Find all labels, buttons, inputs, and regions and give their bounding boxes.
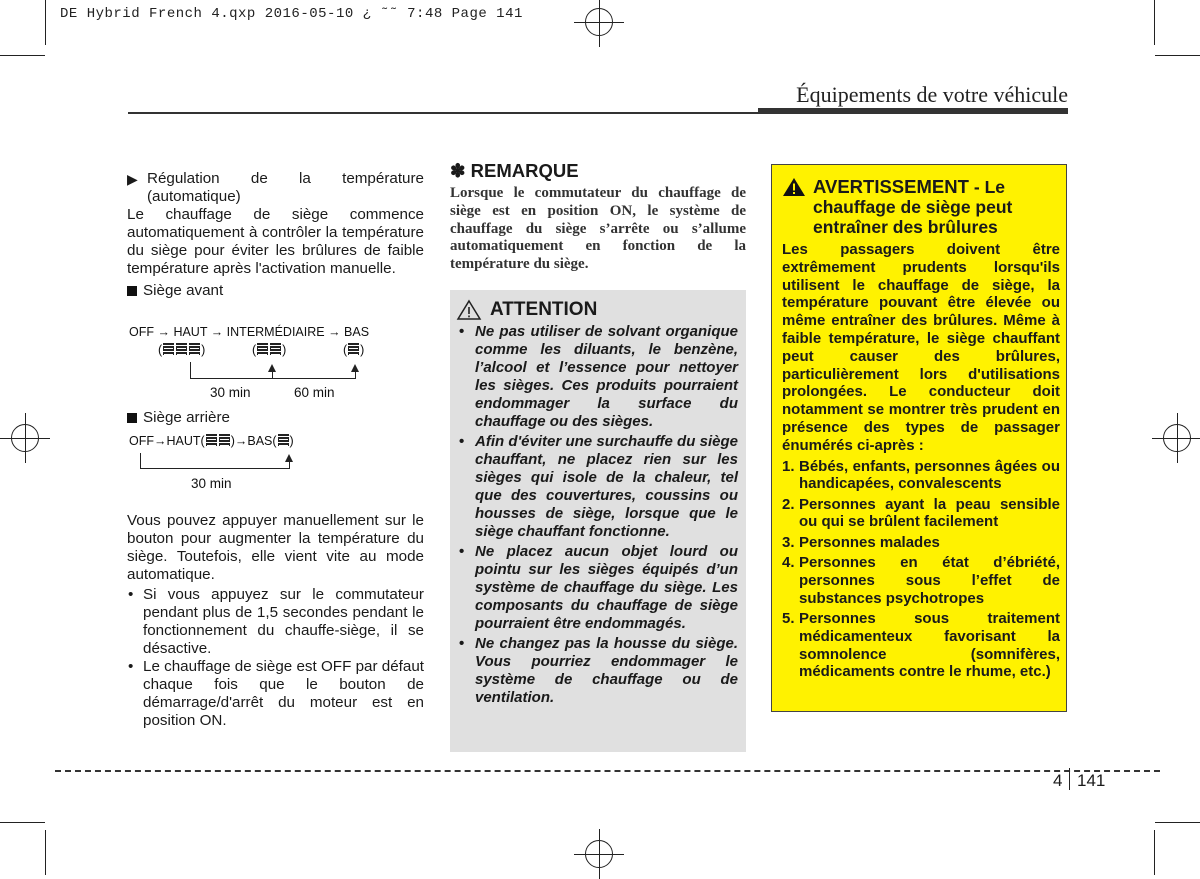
crop-mark	[45, 0, 46, 45]
list-item: • Ne pas utiliser de solvant organique comme les diluants, le benzène, l’alcool et l’essence pour nettoyer les sièges. Ces produits pourraient endommager la surface du chauffage ou des sièges.	[458, 323, 738, 431]
front-seat-label	[127, 282, 424, 300]
attention-list	[458, 323, 738, 709]
heat-bar-icon	[189, 343, 200, 355]
square-bullet-icon	[127, 286, 137, 296]
front-seat-sequence: OFF → HAUT → INTERMÉDIAIRE → BAS	[129, 325, 370, 339]
list-item	[782, 554, 1060, 607]
list-item: • Ne placez aucun objet lourd ou pointu sur les sièges équipés d’un système de chauffage du siège. Les composants du chauffage de siège pourraient être endommagés.	[458, 543, 738, 633]
arrow-up-icon	[351, 364, 359, 372]
diagram-line	[190, 362, 191, 379]
manual-text: Vous pouvez appuyer manuellement sur le bouton pour augmenter la température du siège. Toutefois, elle vient vite au mode automatique.	[127, 512, 424, 583]
list-item-text: Personnes malades	[799, 533, 940, 551]
attention-title	[456, 299, 597, 321]
list-number: 1.	[782, 457, 795, 475]
rear-seat-label-text: Siège arrière	[143, 409, 230, 426]
page-number-separator	[1069, 768, 1070, 790]
registration-mark-icon	[585, 8, 613, 36]
remark-title: ✽ REMARQUE	[450, 160, 579, 181]
regulation-heading-text: Régulation de la température (automatique)	[147, 170, 424, 205]
heat-bar-icon	[278, 434, 289, 446]
chapter-number: 4	[1053, 771, 1063, 790]
list-item: • Si vous appuyez sur le commutateur pendant plus de 1,5 secondes pendant le fonctionnement du chauffe-siège, il se désactive.	[127, 586, 424, 658]
crop-mark	[45, 830, 46, 875]
crop-mark	[1154, 0, 1155, 45]
manual-operation-text	[127, 512, 424, 730]
footer-rule	[55, 770, 1160, 772]
section-title: Équipements de votre véhicule	[796, 82, 1068, 107]
list-number: 2.	[782, 495, 795, 513]
temperature-regulation-column	[127, 170, 424, 300]
heat-bar-icon	[219, 434, 230, 446]
heat-level-low: ( )	[343, 343, 365, 357]
arrow-up-icon	[285, 454, 293, 462]
remark-body	[450, 185, 746, 274]
regulation-heading	[127, 170, 424, 206]
header-rule	[128, 112, 758, 114]
heat-level-high: ( )	[158, 343, 206, 357]
list-item: • Le chauffage de siège est OFF par défaut chaque fois que le bouton de démarrage/d'arrêt du moteur est en position ON.	[127, 658, 424, 730]
interval-30-min: 30 min	[210, 385, 251, 400]
list-item-text: Personnes sous traitement médicamenteux favorisant la somnolence (somnifères, médicaments contre le rhume, etc.)	[799, 609, 1060, 681]
arrow-up-icon	[268, 364, 276, 372]
heat-bar-icon	[348, 343, 359, 355]
page-number: 141	[1077, 771, 1106, 790]
heat-level-mid: ( )	[252, 343, 287, 357]
diagram-line	[190, 378, 356, 379]
square-bullet-icon	[127, 413, 137, 423]
warning-text: Les passagers doivent être extrêmement prudents lorsqu'ils utilisent le chauffage de siège, la température pouvant être élevée ou même entraîner des brûlures. Même à faible température, le siège chauffant peut causer des brûlures, particulièrement lors d'utilisations prolongées. Le conducteur doit notamment se montrer très prudent en présence des types de passager énumérés ci-après :	[782, 241, 1060, 454]
remark-text: Lorsque le commutateur du chauffage de siège est en position ON, le système de chauffage du siège s’arrête ou s’allume automatiquement en fonction de la température du siège.	[450, 185, 746, 273]
list-item	[782, 496, 1060, 532]
list-item-text: Bébés, enfants, personnes âgées ou handicapées, convalescents	[799, 457, 1060, 493]
regulation-intro: Le chauffage de siège commence automatiquement à contrôler la température du siège pour éviter les brûlures de faible température après l'activation manuelle.	[127, 206, 424, 277]
heat-bar-icon	[257, 343, 268, 355]
manual-bullets	[127, 586, 424, 730]
warning-body	[782, 241, 1060, 684]
diagram-line	[140, 468, 290, 469]
rear-seat-sequence	[129, 434, 294, 448]
crop-mark	[0, 55, 45, 56]
heat-bar-icon	[176, 343, 187, 355]
list-item-text: Personnes ayant la peau sensible ou qui se brûlent facilement	[799, 495, 1060, 531]
heat-bar-icon	[206, 434, 217, 446]
list-item: • Ne changez pas la housse du siège. Vous pourriez endommager le système de chauffage ou de ventilation.	[458, 635, 738, 707]
attention-title-text: ATTENTION	[490, 299, 598, 320]
warning-box	[771, 164, 1067, 712]
registration-mark-icon	[1163, 424, 1191, 452]
list-number: 4.	[782, 554, 795, 572]
crop-mark	[1155, 55, 1200, 56]
rear-seat-label	[127, 409, 230, 426]
crop-mark	[0, 822, 45, 823]
list-number: 5.	[782, 609, 795, 627]
header-rule-thick	[758, 108, 1068, 114]
registration-mark-icon	[585, 840, 613, 868]
interval-60-min: 60 min	[294, 385, 335, 400]
warning-title	[782, 177, 1058, 237]
warning-title-line2: chauffage de siège peut	[813, 197, 1013, 217]
warning-title-line1	[782, 177, 1058, 197]
triangle-bullet-icon: ▶	[127, 171, 138, 187]
registration-mark-icon	[11, 424, 39, 452]
crop-mark	[1155, 822, 1200, 823]
list-item	[782, 534, 1060, 552]
crop-mark	[1154, 830, 1155, 875]
print-slug: DE Hybrid French 4.qxp 2016-05-10 ¿ ˜˜ 7:48 Page 141	[60, 6, 523, 22]
warning-title-rest: - Le	[973, 177, 1006, 197]
diagram-line	[140, 453, 141, 469]
list-item	[782, 610, 1060, 681]
attention-box	[450, 290, 746, 752]
heat-bar-icon	[270, 343, 281, 355]
interval-30-min-rear: 30 min	[191, 476, 232, 491]
warning-title-main: AVERTISSEMENT	[813, 176, 969, 197]
list-item-text: Personnes en état d’ébriété, personnes sous l’effet de substances psychotropes	[799, 554, 1060, 607]
rear-seq-part-c: )	[289, 434, 294, 448]
list-item: • Afin d'éviter une surchauffe du siège chauffant, ne placez rien sur les sièges qui isole de la chaleur, tel que des couvertures, coussins ou housses de siège, lorsque que le siège chauffant fonctionne.	[458, 433, 738, 541]
heat-bar-icon	[163, 343, 174, 355]
warning-triangle-icon	[782, 177, 806, 197]
rear-seq-part-b: )→BAS(	[230, 434, 277, 448]
front-seat-label-text: Siège avant	[143, 282, 224, 299]
warning-title-line3: entraîner des brûlures	[813, 217, 998, 237]
list-number: 3.	[782, 533, 795, 551]
rear-seq-part-a: OFF→HAUT(	[129, 434, 205, 448]
list-item	[782, 458, 1060, 494]
warning-list	[782, 458, 1060, 682]
caution-triangle-icon	[456, 299, 482, 321]
